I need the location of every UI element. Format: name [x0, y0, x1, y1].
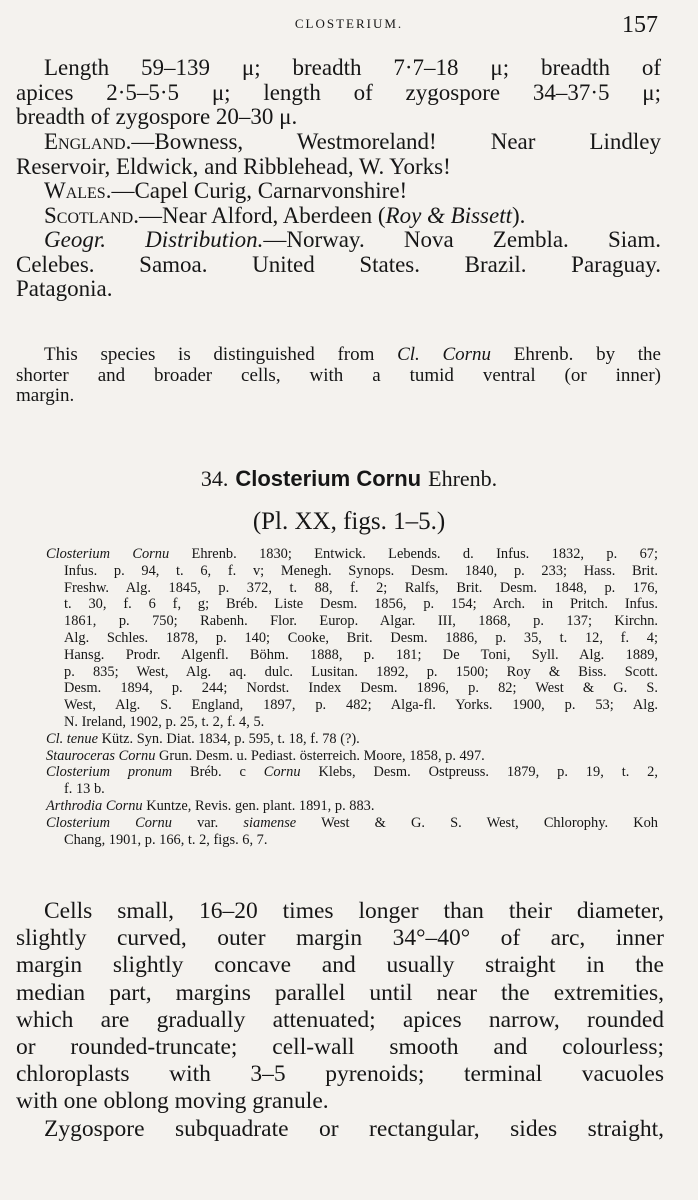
- synonym-text: Kuntze, Revis. gen. plant. 1891, p. 883.: [142, 797, 375, 814]
- running-head-title: CLOSTERIUM.: [294, 16, 404, 31]
- synonym-entry: [46, 764, 658, 798]
- synonym-text: Infus. p. 94, t. 6, f. v; Menegh. Synops. Desm. 1840, p. 233; Hass. Brit.: [64, 562, 658, 579]
- measurement-line: Length 59–139 μ; breadth 7·7–18 μ; breadth of: [44, 55, 661, 80]
- synonym-text: N. Ireland, 1902, p. 25, t. 2, f. 4, 5.: [64, 713, 265, 730]
- synonymy: [46, 546, 658, 848]
- measurement-line: apices 2·5–5·5 μ; length of zygospore 34–37·5 μ;: [16, 79, 661, 105]
- description-line: median part, margins parallel until near the extremities,: [16, 979, 664, 1006]
- scotland-text: —Near Alford, Aberdeen (: [138, 202, 386, 228]
- synonym-name: Closterium Cornu: [46, 814, 172, 831]
- synonym-text: Freshw. Alg. 1845, p. 372, t. 88, f. 2; Ralfs, Brit. Desm. 1848, p. 176,: [64, 579, 658, 596]
- synonym-name: Cl. tenue: [46, 730, 98, 747]
- synonym-name: Closterium pronum: [46, 764, 173, 781]
- synonym-text: West & G. S. West, Chlorophy. Koh: [296, 814, 658, 831]
- synonym-text: Chang, 1901, p. 166, t. 2, figs. 6, 7.: [64, 831, 268, 848]
- note-species: Cl. Cornu: [397, 344, 492, 365]
- synonym-text: Kütz. Syn. Diat. 1834, p. 595, t. 18, f. 78 (?).: [97, 730, 360, 747]
- england-label: England.: [44, 129, 132, 154]
- scotland-label: Scotland.: [44, 202, 139, 228]
- england-text: —Bowness, Westmoreland! Near Lindley: [131, 129, 661, 154]
- synonym-text: Klebs, Desm. Ostpreuss. 1879, p. 19, t. 2,: [300, 764, 658, 781]
- note-text: Ehrenb. by the: [491, 344, 661, 365]
- wales-label: Wales.: [44, 178, 112, 203]
- synonym-text: Grun. Desm. u. Pediast. österreich. Moore, 1858, p. 497.: [155, 747, 485, 764]
- synonym-entry: [46, 815, 658, 849]
- measurement-line: breadth of zygospore 20–30 μ.: [16, 104, 298, 129]
- description-line: margin slightly concave and usually straight in the: [16, 952, 664, 979]
- distribution-line-2: Celebes. Samoa. United States. Brazil. Paraguay.: [16, 251, 661, 277]
- synonym-text: t. 30, f. 6 f, g; Bréb. Liste Desm. 1856, p. 154; Arch. in Pritch. Infus.: [64, 596, 658, 613]
- description-line: slightly curved, outer margin 34°–40° of arc, inner: [16, 925, 664, 952]
- synonym-text: f. 13 b.: [64, 781, 105, 798]
- synonym-text: Hansg. Prodr. Algenfl. Böhm. 1888, p. 181; De Toni, Syll. Alg. 1889,: [64, 646, 658, 663]
- synonym-text: var.: [171, 814, 244, 831]
- synonym-name: Closterium Cornu: [46, 546, 170, 562]
- zygospore-line: Zygospore subquadrate or rectangular, sides straight,: [44, 1115, 664, 1142]
- england-line-2: Reservoir, Eldwick, and Ribblehead, W. Yorks!: [16, 153, 451, 179]
- synonym-entry: [46, 748, 658, 765]
- species-number: 34.: [200, 466, 229, 491]
- running-head: [0, 12, 698, 42]
- scotland-authors: Roy & Bissett: [385, 202, 512, 228]
- page-number: 157: [622, 12, 658, 38]
- distribution-line: [16, 228, 661, 253]
- synonym-text: West, Alg. S. England, 1897, p. 482; Alga-fl. Yorks. 1900, p. 53; Alg.: [64, 697, 658, 714]
- synonym-name: Cornu: [263, 764, 301, 781]
- localities: [16, 130, 661, 302]
- distribution-text: —Norway. Nova Zembla. Siam.: [263, 227, 661, 252]
- synonym-variety: siamense: [243, 814, 297, 831]
- scotland-line: [16, 204, 661, 229]
- plate-reference: (Pl. XX, figs. 1–5.): [252, 508, 446, 535]
- wales-line: [16, 179, 661, 204]
- species-heading: [0, 466, 698, 492]
- description-line: or rounded-truncate; cell-wall smooth and colourless;: [16, 1034, 664, 1061]
- synonym-text: 1861, p. 750; Rabenh. Flor. Europ. Algar. III, 1868, p. 137; Kirchn.: [64, 613, 658, 630]
- species-author: Ehrenb.: [428, 466, 498, 491]
- distribution-line-3: Patagonia.: [16, 276, 113, 301]
- description-line: which are gradually attenuated; apices narrow, rounded: [16, 1006, 664, 1033]
- synonym-name: Stauroceras Cornu: [46, 747, 156, 764]
- description-line: Cells small, 16–20 times longer than their diameter,: [44, 898, 664, 924]
- synonym-text: Bréb. c: [172, 764, 264, 781]
- note-text: This species is distinguished from: [44, 344, 398, 365]
- note-line-3: margin.: [16, 385, 75, 406]
- synonym-name: Arthrodia Cornu: [46, 797, 143, 814]
- species-name: Closterium Cornu: [235, 466, 422, 491]
- description-line: with one oblong moving granule.: [16, 1088, 329, 1115]
- note-line-2: shorter and broader cells, with a tumid ventral (or inner): [16, 364, 661, 386]
- synonym-text: p. 835; West, Alg. aq. dulc. Lusitan. 1892, p. 1500; Roy & Biss. Scott.: [64, 663, 658, 680]
- note-paragraph: [16, 345, 661, 407]
- england-line: [16, 130, 661, 155]
- synonym-text: Ehrenb. 1830; Entwick. Lebends. d. Infus. 1832, p. 67;: [169, 546, 658, 562]
- note-line-1: [16, 345, 661, 366]
- synonym-entry: [46, 798, 658, 815]
- distribution-label: Geogr. Distribution.: [44, 227, 264, 252]
- description-paragraph: [16, 898, 664, 1143]
- synonym-entry: [46, 546, 658, 731]
- synonym-text: Alg. Schles. 1878, p. 140; Cooke, Brit. Desm. 1886, p. 35, t. 12, f. 4;: [64, 629, 658, 646]
- synonym-entry: [46, 731, 658, 748]
- scotland-close: ).: [512, 202, 526, 228]
- synonym-text: Desm. 1894, p. 244; Nordst. Index Desm. 1896, p. 82; West & G. S.: [64, 680, 658, 697]
- wales-text: —Capel Curig, Carnarvonshire!: [111, 178, 408, 203]
- measurements-paragraph: [16, 56, 661, 130]
- description-line: chloroplasts with 3–5 pyrenoids; terminal vacuoles: [16, 1061, 664, 1088]
